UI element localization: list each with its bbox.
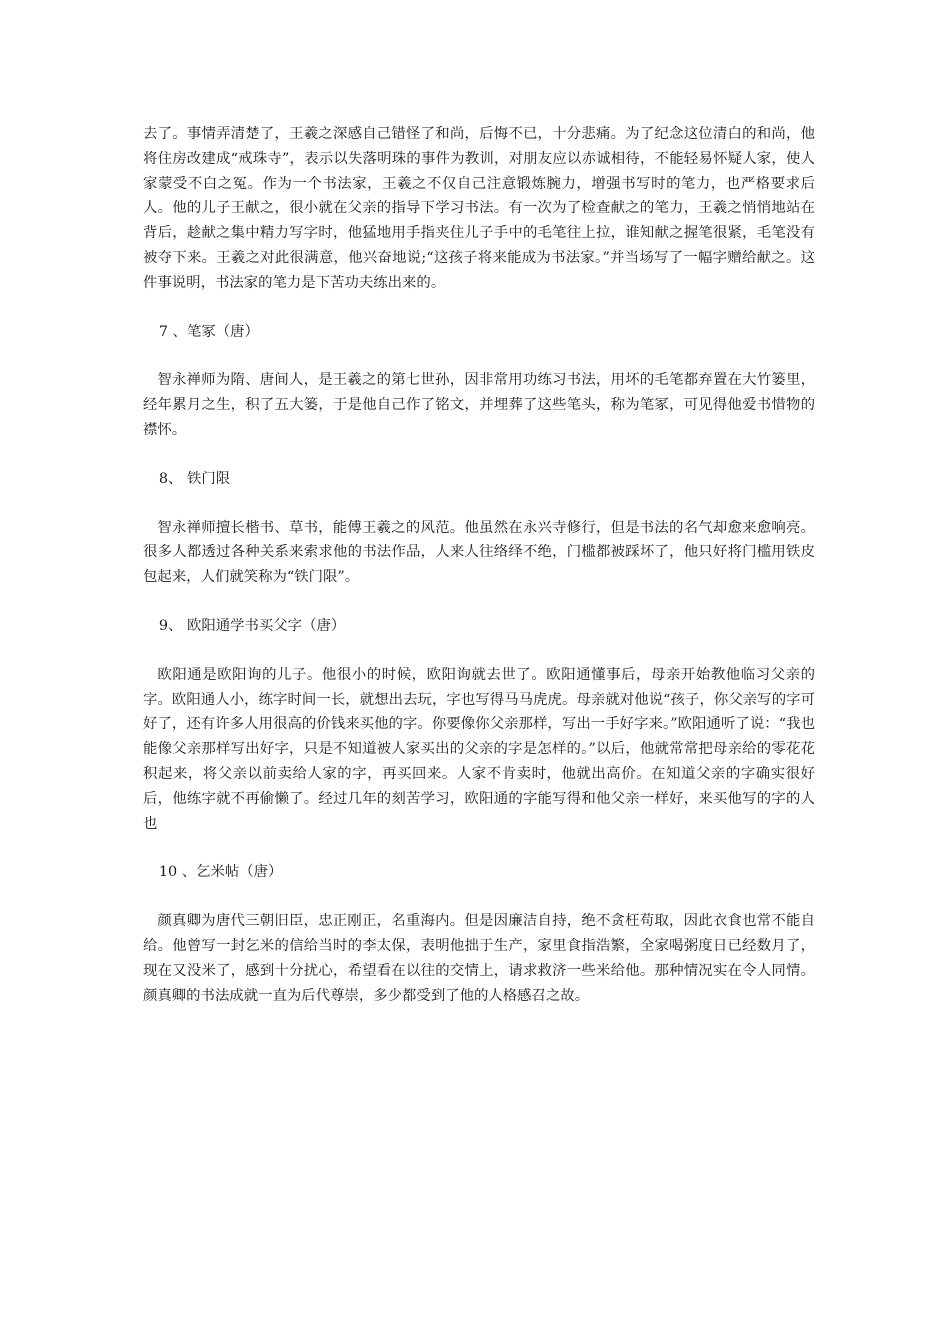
heading-ouyang-tong: 9、 欧阳通学书买父字（唐） <box>158 617 346 634</box>
heading-qi-mi-tie: 10 、乞米帖（唐） <box>158 864 283 881</box>
spacer <box>143 443 815 467</box>
paragraph-bi-zhong: 智永禅师为隋、唐间人，是王羲之的第七世孙，因非常用功练习书法，用坏的毛笔都弃置在大竹篓里，经年累月之生，积了五大篓，于是他自己作了铭文，并埋葬了这些笔头，称为笔冢，可见得他爱书惜物的襟怀。 <box>143 372 815 438</box>
heading-bi-zhong: 7 、笔冢（唐） <box>158 323 259 340</box>
document-body <box>143 122 815 1008</box>
paragraph-tie-men-xian: 智永禅师擅长楷书、草书，能傅王羲之的风范。他虽然在永兴寺修行，但是书法的名气却愈来愈响亮。很多人都透过各种关系来索求他的书法作品，人来人往络绎不绝，门槛都被踩坏了，他只好将门槛用铁皮包起来，人们就笑称为“铁门限”。 <box>143 519 815 586</box>
paragraph-qi-mi-tie: 颜真卿为唐代三朝旧臣，忠正刚正，名重海内。但是因廉洁自持，绝不贪枉苟取，因此衣食也常不能自给。他曾写一封乞米的信给当时的李太保，表明他拙于生产，家里食指浩繁，全家喝粥度日已经数月了，现在又没米了，感到十分扰心，希望看在以往的交情上，请求救济一些米给他。那种情况实在令人同情。颜真卿的书法成就一直为后代尊崇，多少都受到了他的人格感召之故。 <box>143 913 815 1004</box>
spacer <box>143 492 815 516</box>
spacer <box>143 344 815 368</box>
paragraph-wang-xizhi-ending: 去了。事情弄清楚了，王羲之深感自己错怪了和尚，后悔不已，十分悲痛。为了纪念这位清白的和尚，他将住房改建成“戒珠寺”，表示以失落明珠的事件为教训，对朋友应以赤诚相待，不能轻易怀疑人家，使人家蒙受不白之冤。作为一个书法家，王羲之不仅自己注意锻炼腕力，增强书写时的笔力，也严格要求后人。他的儿子王献之，很小就在父亲的指导下学习书法。有一次为了检查献之的笔力，王羲之悄悄地站在背后，趁献之集中精力写字时，他猛地用手指夹住儿子手中的毛笔往上拉，谁知献之握笔很紧，毛笔没有被夺下来。王羲之对此很满意，他兴奋地说;“这孩子将来能成为书法家。”并当场写了一幅字赠给献之。这件事说明，书法家的笔力是下苦功夫练出来的。 <box>143 126 815 291</box>
heading-tie-men-xian: 8、 铁门限 <box>158 470 231 487</box>
spacer <box>143 836 815 860</box>
paragraph-ouyang-tong: 欧阳通是欧阳询的儿子。他很小的时候，欧阳询就去世了。欧阳通懂事后，母亲开始教他临习父亲的字。欧阳通人小，练字时间一长，就想出去玩，字也写得马马虎虎。母亲就对他说“孩子，你父亲写的字可好了，还有许多人用很高的价钱来买他的字。你要像你父亲那样，写出一手好字来。”欧阳通听了说：“我也能像父亲那样写出好字，只是不知道被人家买出的父亲的字是怎样的。”以后，他就常常把母亲给的零花花积起来，将父亲以前卖给人家的字，再买回来。人家不肯卖时，他就出高价。在知道父亲的字确实很好后，他练字就不再偷懒了。经过几年的刻苦学习，欧阳通的字能写得和他父亲一样好，来买他写的字的人也 <box>143 666 815 832</box>
spacer <box>143 590 815 614</box>
spacer <box>143 639 815 663</box>
spacer <box>143 296 815 320</box>
spacer <box>143 885 815 909</box>
